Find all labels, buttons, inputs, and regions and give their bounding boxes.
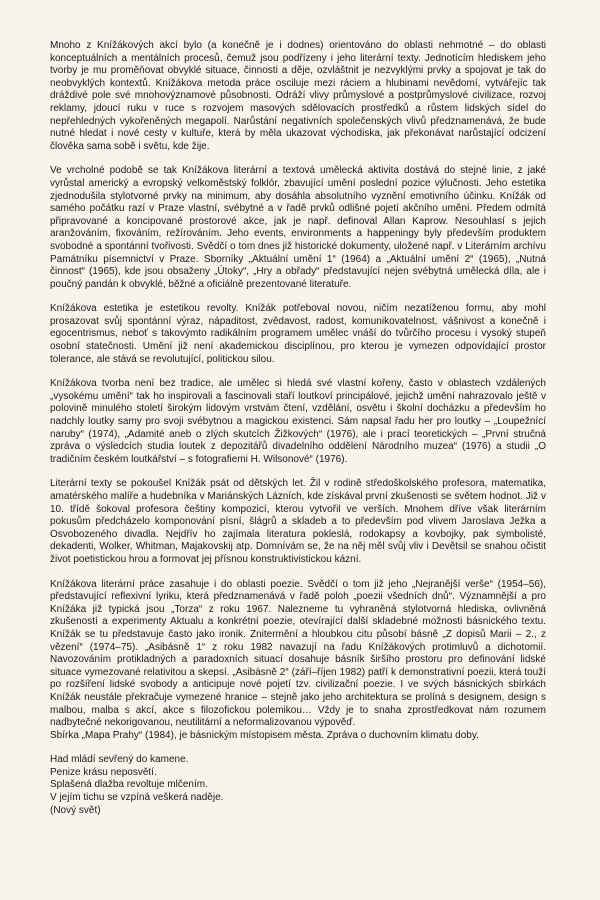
poem-line: Had mládí sevřený do kamene. [50,754,189,766]
paragraph-aesthetics-revolt: Knížákova estetika je estetikou revolty. Knížák potřeboval novou, ničím nezatíženou formu, aby mohl prosazovat svůj spontánní výraz, nápaditost, zvědavost, radost, komunikovatelnost, vášnivost a konečně i egocentrismus, neboť s takovýmto radikálním programem umělec vnáší do tvůrčího procesu i vysoký stupeň osobní statečnosti. Umění již není akademickou disciplínou, pro kterou je vymezen odpovídající prostor tolerance, ale stává se revolutující, politickou silou. [50,303,546,365]
paragraph-puppetry: Knížákova tvorba není bez tradice, ale umělec si hledá své vlastní kořeny, často v oblastech vzdálených „vysokému umění“ tak ho inspirovali a fascinovali staří loutkoví principálové, jejichž umění nahrazovalo ještě v polovině minulého století širokým lidovým vrstvám čtení, vzdělání, osvětu i školní docházku a především ho nadchly loutky samy pro svoji svébytnou a magickou existenci. Sám napsal řadu her pro loutky – „Loupežnící naruby“ (1974), „Adamité aneb o zlých skutcích Žižkových“ (1976), ale i prací teoretických – „První stručná zpráva o výsledcích studia loutek z depozitářů divadelního oddělení Národního muzea“ (1976) a studii „O tradičním českém loutkářství – s fotografiemi H. Wilsonové“ (1976). [50,378,546,465]
poem-excerpt [50,754,546,817]
poem-source: (Nový svět) [50,804,101,816]
paragraph-literary-beginnings: Literární texty se pokoušel Knížák psát od dětských let. Žil v rodině středoškolského profesora, matematika, amatérského malíře a hudebníka v Mariánských Lázních, kde získával první zkušenosti se světem hodnot. Již v 10. třídě šokoval profesora češtiny kompozicí, kterou vytvořil ve verších. Mnohem dříve však literárním pokusům předcházelo komponování písní, šlágrů a skladeb a to především pod vlivem Jaroslava Ježka a Osvobozeného divadla. Nejdřív ho zajímala literatura pokleslá, rodokapsy a kovbojky, pak symbolisté, dekadenti, Wolker, Whitman, Majakovskij atp. Domnívám se, že na něj měl svůj vliv i Devětsil se snahou očistit život poetistickou hrou a formovat jej přísnou konstruktivistickou kázní. [50,478,546,565]
paragraph-action-art: Ve vrcholné podobě se tak Knížákova literární a textová umělecká aktivita dostává do stejné linie, z jaké vyrůstal americký a evropský velkoměstský folklór, zbavující umění poslední pozice výlučnosti. Jeho estetika zjednodušila stylotvorné prvky na minimum, aby dosáhla absolutního vyznění emotivního účinku. Knížák od samého počátku razí v Praze vlastní, svébytné a v řadě prvků odlišné pojetí akčního umění. Předem odmítá připravované a koncipované prostorové akce, jak je např. definoval Allan Kaprow. Nesouhlasí s jejich aranžováním, fixováním, režírováním. Jeho events, environments a happeningy byly především produktem svobodné a spontánní tvořivosti. Svědčí o tom dnes již historické dokumenty, uložené např. v Literárním archívu Památníku písemnictví v Praze. Sborníky „Aktuální umění 1“ (1964) a „Aktuální umění 2“ (1965), „Nutná činnost“ (1965), kde jsou obsaženy „Útoky“, „Hry a obřady“ představující nejen svébytná umělecká díla, ale i poučný pandán k obvyklé, běžné a oficiálně prezentované literatuře. [50,165,546,290]
paragraph-mapa-prahy: Sbírka „Mapa Prahy“ (1984), je básnickým místopisem města. Zpráva o duchovním klimatu doby. [50,729,479,741]
poem-line: Penize krásu neposvětí. [50,766,157,778]
paragraph-poetry: Knížákova literární práce zasahuje i do oblasti poezie. Svědčí o tom již jeho „Nejranější verše“ (1954–56), představující reflexivní lyriku, která předznamenává v řadě poloh „poezii všedních dnů“. Významnější a pro Knížáka již typická jsou „Torza“ z roku 1967. Nalezneme tu vyhraněná stylotvorná hlediska, ovlivněná zkušeností a experimenty Aktualu a konkrétní poezie, otevírající další skladebné možnosti básnického textu. Knížák se tu představuje často jako ironik. Znitermění a hloubkou citu působí básně „Z dopisů Marii – 2., z vězení“ (1974–75). „Asibásně 1“ z roku 1982 navazují na řadu Knížákových protimluvů a dichotomií. Navozováním protikladných a paradoxních situací dosahuje básník širšího prostoru pro definování lidské situace vymezované relativitou a skepsí. „Asibásně 2“ (září–říjen 1982) patří k demonstrativní poezii, která touží po rozšíření lidské svobody a anticipuje nové pojetí tzv. civilizační poezie. I ve svých básnických sbírkách Knížák neustále překračuje vymezené hranice – stejně jako jeho architektura se prolíná s designem, design s malbou, malba s akcí, akce s filozofickou polemikou… Vždy je to snaha zprostředkovat nám rozumem nadbytečné nekorigovanou, neutilitární a neformalizovanou výpověď. [50,578,546,729]
poem-line: Splašená dlažba revoltuje mlčením. [50,779,208,791]
paragraph-conceptual: Mnoho z Knížákových akcí bylo (a konečně je i dodnes) orientováno do oblasti nehmotné – do oblasti konceptuálních a mentálních procesů, čemuž jsou podřízeny i jeho literární texty. Jednotícím hlediskem jeho tvorby je mu proměňovat obvyklé situace, činnosti a děje, ozvláštnit je nezvyklými prvky a spojovat je tak do neobvyklých kontextů. Knížákova metoda práce osciluje mezi ráciem a hlubinami nevědomí, vytvářejíc tak dráždivé pole své mnohovýznamové působnosti. Odráží vlivy průmyslové a postprůmyslové civilizace, rozvoj reklamy, jdoucí ruku v ruce s rozvojem masových sdělovacích prostředků a růstem lidských sídel do nepřehledných vykořeněných megapolí. Narůstání negativních společenských vlivů předznamenává, že bude nutné hledat i nové cesty v kultuře, která by měla ukazovat východiska, jak překonávat narůstající odcizení člověka sama sobě i světu, kde žije. [50,40,546,152]
poem-line: V jejím tichu se vzpíná veškerá naděje. [50,792,224,804]
